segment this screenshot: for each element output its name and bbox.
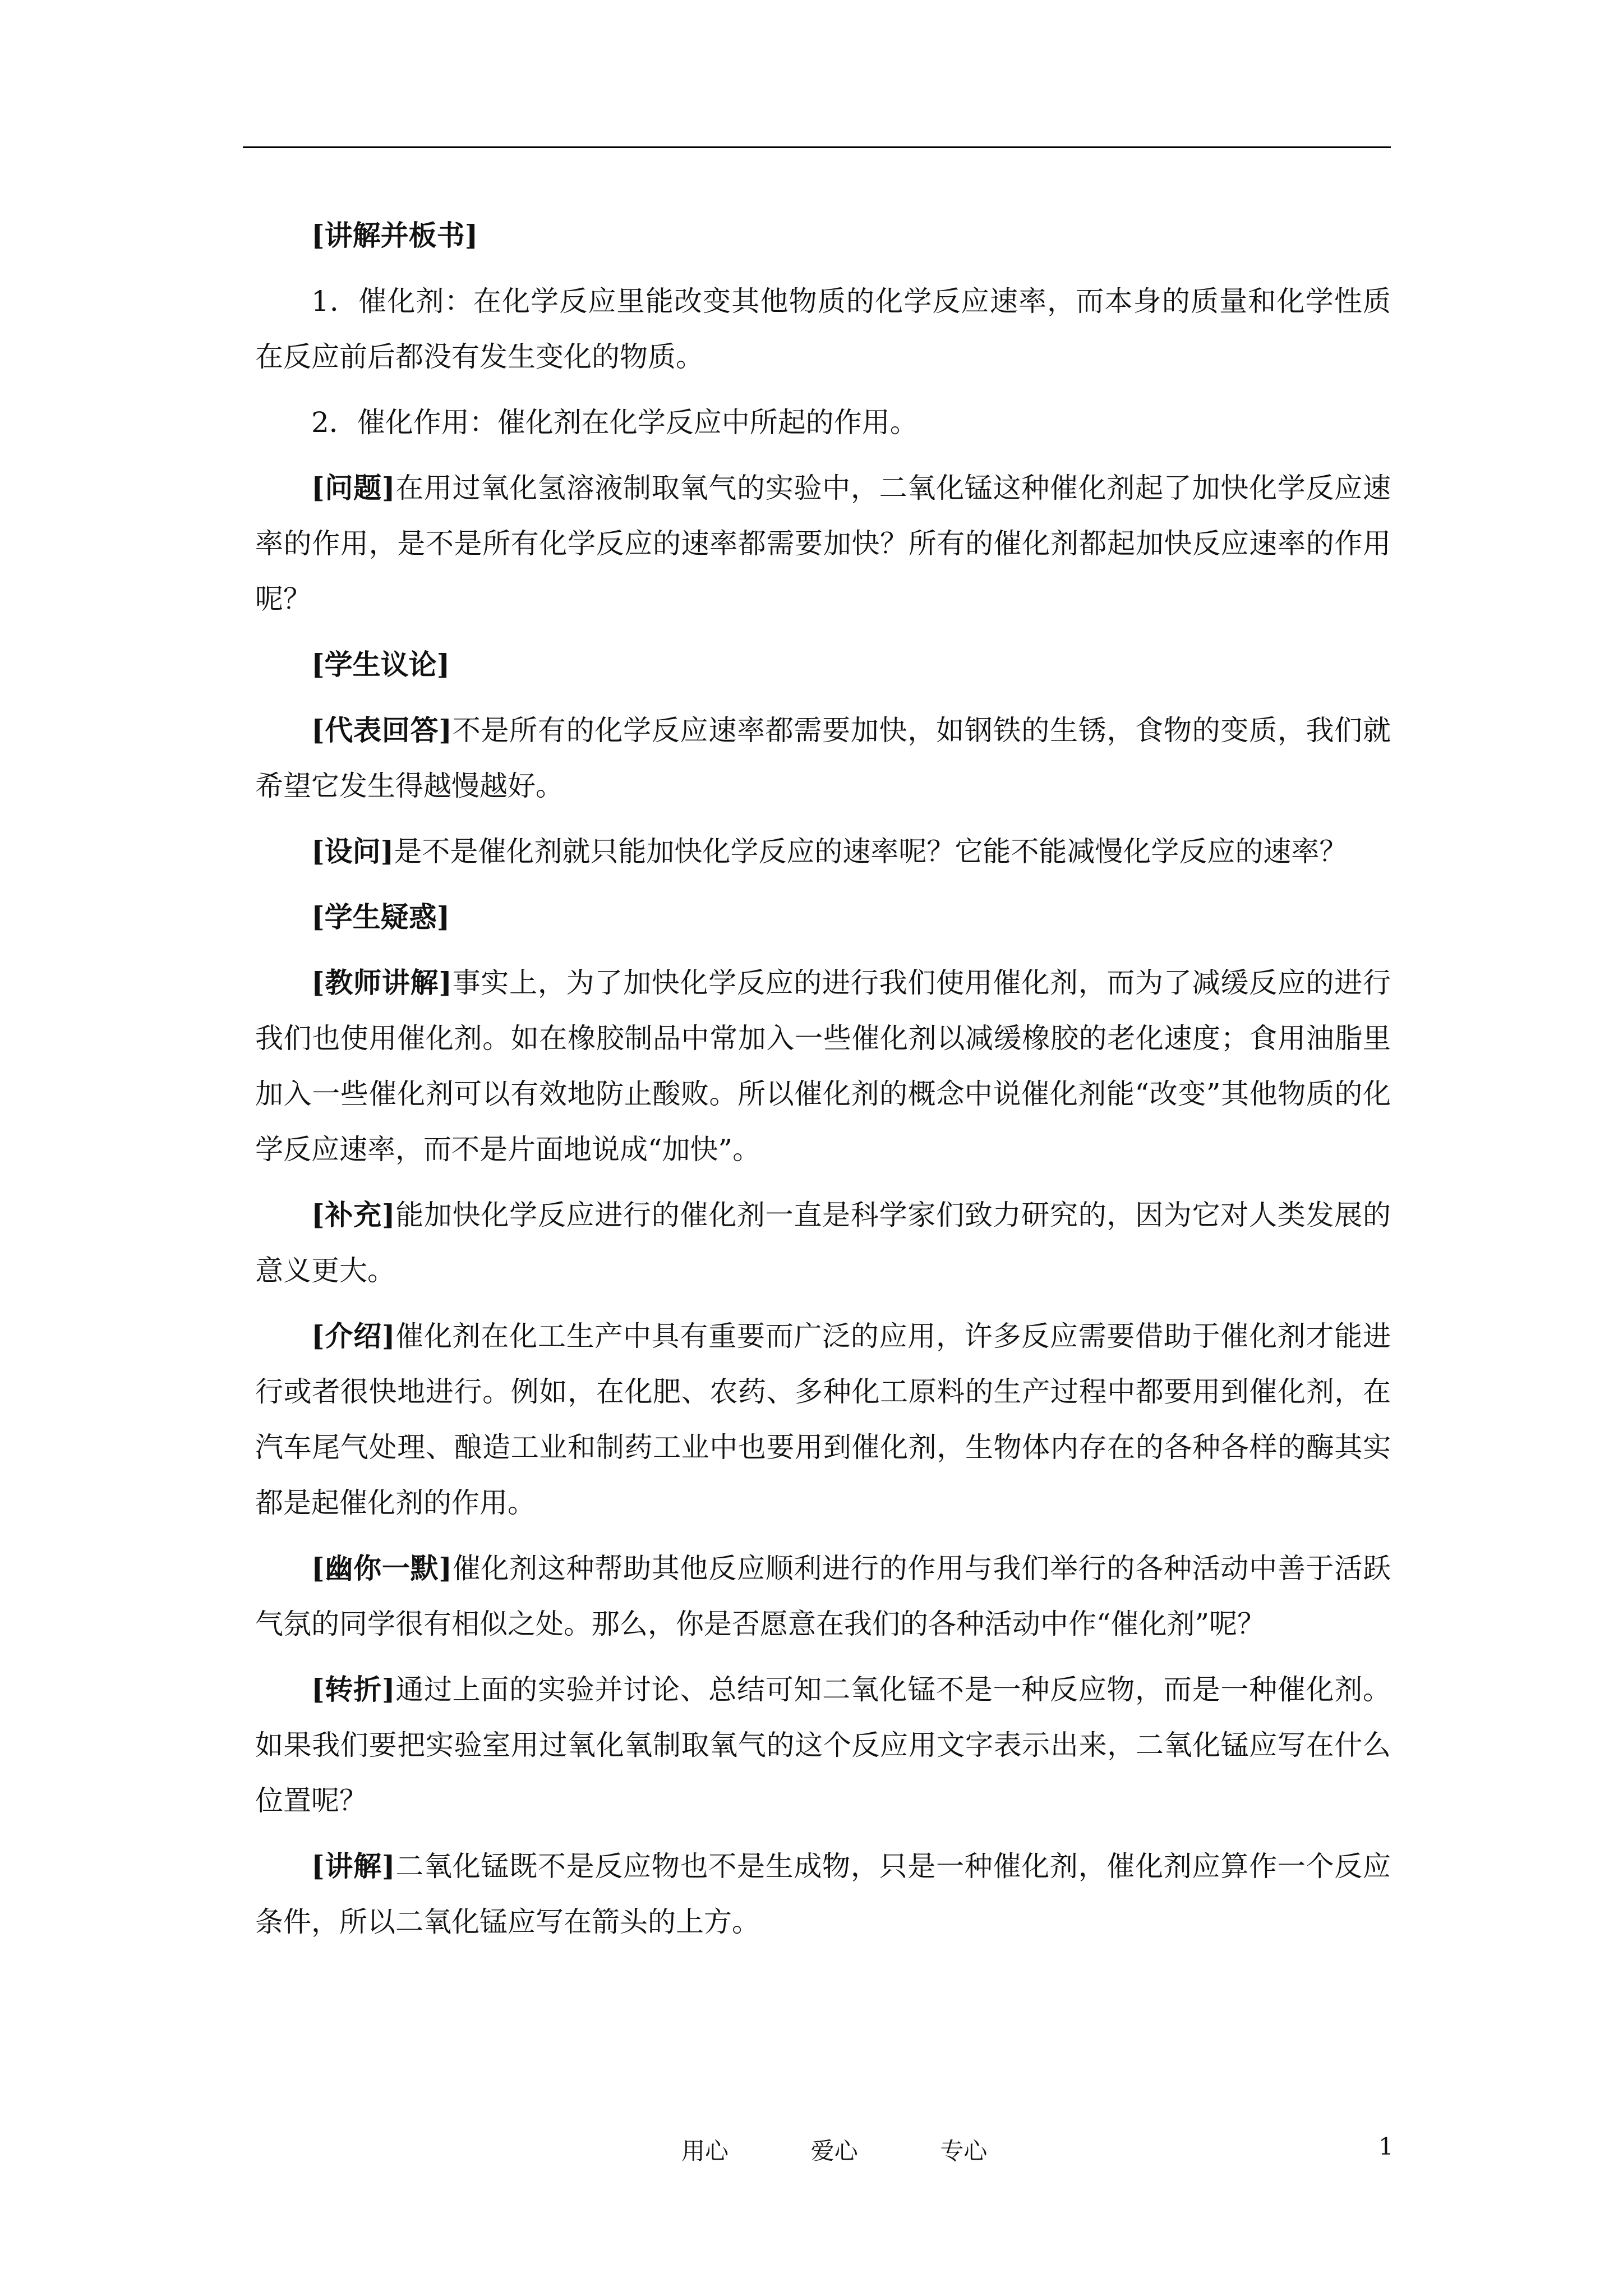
paragraph-explain-heading [255, 208, 1391, 264]
paragraph-label: [学生议论] [311, 648, 450, 681]
paragraph-text: 事实上，为了加快化学反应的进行我们使用催化剂，而为了减缓反应的进行我们也使用催化剂。如在橡胶制品中常加入一些催化剂以减缓橡胶的老化速度；食用油脂里加入一些催化剂可以有效地防止酸败。所以催化剂的概念中说催化剂能“改变”其他物质的化学反应速率，而不是片面地说成“加快”。 [255, 967, 1391, 1166]
paragraph-student-confusion [255, 889, 1391, 945]
paragraph-representative-answer [255, 702, 1391, 814]
paragraph-label: [讲解] [311, 1849, 395, 1883]
paragraph-transition [255, 1662, 1391, 1829]
paragraph-text: 在用过氧化氢溶液制取氧气的实验中，二氧化锰这种催化剂起了加快化学反应速率的作用，是不是所有化学反应的速率都需要加快？所有的催化剂都起加快反应速率的作用呢？ [255, 472, 1391, 615]
paragraph-text: 2．催化作用：催化剂在化学反应中所起的作用。 [311, 406, 918, 439]
paragraph-label: [学生疑惑] [311, 900, 450, 933]
paragraph-text: 不是所有的化学反应速率都需要加快，如钢铁的生锈，食物的变质，我们就希望它发生得越慢越好。 [255, 714, 1391, 802]
paragraph-label: [介绍] [311, 1319, 395, 1352]
paragraph-text: 1．催化剂：在化学反应里能改变其他物质的化学反应速率，而本身的质量和化学性质在反应前后都没有发生变化的物质。 [255, 285, 1391, 373]
paragraph-label: [转折] [311, 1673, 395, 1706]
header-rule [243, 146, 1391, 148]
paragraph-explanation [255, 1838, 1391, 1950]
paragraph-student-discussion [255, 637, 1391, 693]
paragraph-text: 能加快化学反应进行的催化剂一直是科学家们致力研究的，因为它对人类发展的意义更大。 [255, 1199, 1391, 1287]
page-number: 1 [1378, 2133, 1394, 2160]
document-body [255, 208, 1391, 1959]
paragraph-text: 催化剂在化工生产中具有重要而广泛的应用，许多反应需要借助于催化剂才能进行或者很快地进行。例如，在化肥、农药、多种化工原料的生产过程中都要用到催化剂，在汽车尾气处理、酿造工业和制药工业中也要用到催化剂，生物体内存在的各种各样的酶其实都是起催化剂的作用。 [255, 1320, 1391, 1519]
paragraph-introduction [255, 1308, 1391, 1531]
paragraph-text: 是不是催化剂就只能加快化学反应的速率呢？它能不能减慢化学反应的速率？ [394, 835, 1348, 868]
paragraph-text: 通过上面的实验并讨论、总结可知二氧化锰不是一种反应物，而是一种催化剂。如果我们要把实验室用过氧化氧制取氧气的这个反应用文字表示出来，二氧化锰应写在什么位置呢？ [255, 1673, 1391, 1817]
footer-motto: 用心 爱心 专心 [681, 2137, 988, 2165]
paragraph-rhetorical-question [255, 823, 1391, 880]
paragraph-catalyst-definition [255, 273, 1391, 385]
paragraph-label: [问题] [311, 471, 395, 504]
paragraph-label: [教师讲解] [311, 966, 452, 999]
paragraph-label: [补充] [311, 1198, 395, 1231]
paragraph-humor [255, 1540, 1391, 1652]
paragraph-text: 催化剂这种帮助其他反应顺利进行的作用与我们举行的各种活动中善于活跃气氛的同学很有相似之处。那么，你是否愿意在我们的各种活动中作“催化剂”呢？ [255, 1552, 1391, 1640]
paragraph-label: [讲解并板书] [311, 219, 478, 252]
paragraph-catalysis-definition [255, 394, 1391, 450]
paragraph-question [255, 460, 1391, 627]
paragraph-label: [幽你一默] [311, 1552, 452, 1585]
paragraph-teacher-explanation [255, 955, 1391, 1177]
paragraph-supplement [255, 1187, 1391, 1299]
paragraph-label: [代表回答] [311, 714, 452, 747]
paragraph-label: [设问] [311, 835, 394, 868]
paragraph-text: 二氧化锰既不是反应物也不是生成物，只是一种催化剂，催化剂应算作一个反应条件，所以二氧化锰应写在箭头的上方。 [255, 1850, 1391, 1938]
